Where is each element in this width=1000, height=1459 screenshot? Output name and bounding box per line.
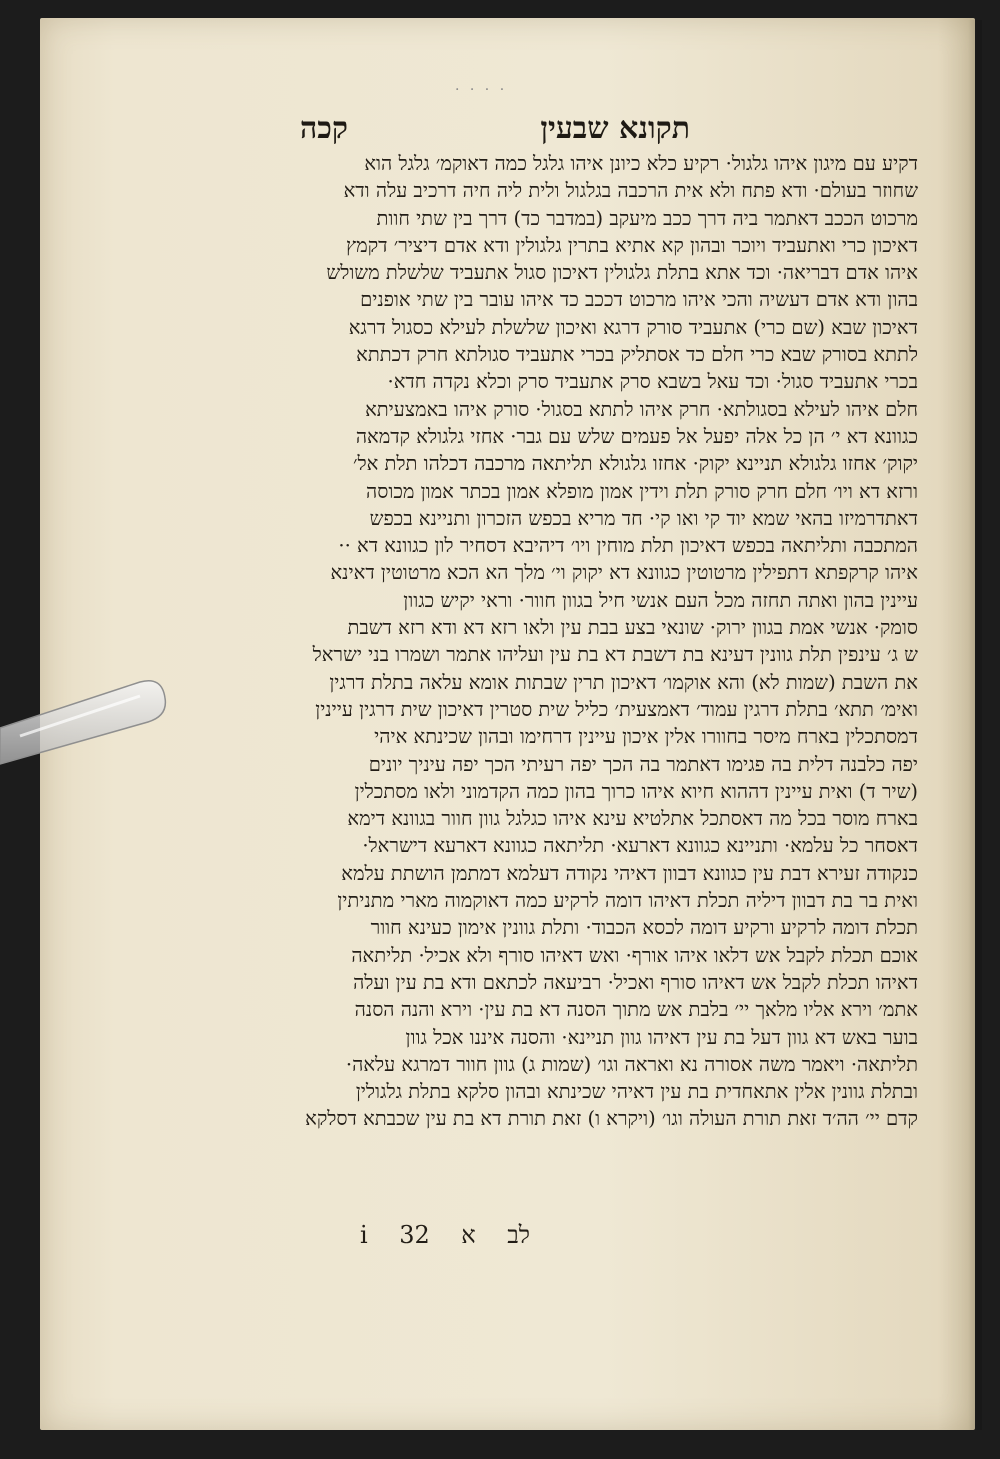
text-line: יקוק׳ אחזו גלגולא תניינא יקוק· אחזו גלגולא תליתאה מרכבה דכלהו תלת אל׳ — [353, 452, 918, 476]
text-line: דאיהו תכלת לקבל אש דאיהו סורף ואכיל· רביעאה לכתאם ודא בת עין ועלה — [353, 970, 918, 994]
signature-mark: לב — [507, 1220, 530, 1249]
text-line: אוכם תכלת לקבל אש דלאו איהו אורף· ואש דאיהו סורף ולא אכיל· תליתאה — [351, 943, 918, 967]
text-line: בארח מוסר בכל מה דאסתכל אתלטיא עינא איהו כגלגל גוון חוור בגוונא דימא — [347, 807, 918, 831]
text-line: ורזא דא ויו׳ חלם חרק סורק תלת וידין אמון מופלא אמון בכתר אמון מכוסה — [366, 479, 918, 503]
text-line: בוער באש דא גוון דעל בת עין דאיהו גוון תניינא· והסנה איננו אכל גוון — [405, 1025, 918, 1049]
text-line: קדם יי׳ הה׳ד זאת תורת העולה וגו׳ (ויקרא ו) זאת תורת דא בת עין שכבתא דסלקא — [305, 1107, 918, 1131]
text-line: תכלת דומה לרקיע ורקיע דומה לכסא הכבוד· ותלת גוונין אימון כעינא חוור — [370, 916, 918, 940]
text-line: דאתדרמיזו בהאי שמא יוד קי ואו קי· חד מריא בכפש הזכרון ותניינא בכפש — [369, 506, 918, 530]
text-line: תליתאה· ויאמר משה אסורה נא ואראה וגו׳ (שמות ג) גוון חוור דמרגא עלאה· — [345, 1052, 918, 1076]
signature-mark: א — [461, 1220, 476, 1249]
text-line: איהו קרקפתא דתפילין מרטוטין כגוונא דא יקוק וי׳ מלך הא הכא מרטוטין דאינא — [330, 561, 918, 585]
text-line: ואית בר בת דבוון דיליה תכלת דאיהו דומה לרקיע כמה דאוקמוה מארי מתניתין — [337, 889, 918, 913]
text-line: דקיע עם מיגון איהו גלגול· רקיע כלא כיונן איהו גלגל כמה דאוקמ׳ גלגל הוא — [364, 152, 918, 175]
signature-mark: 32 — [399, 1221, 430, 1249]
signature-mark: i — [360, 1221, 368, 1249]
text-line: דאסחר כל עלמא· ותניינא כגוונא דארעא· תליתאה כגוונא דארעא דישראל· — [362, 834, 918, 858]
text-line: עיינין בהון ואתה תחזה מכל העם אנשי חיל בגוון חוור· וראי יקיש כגוון — [403, 588, 918, 612]
text-line: יפה כלבנה דלית בה פגימו דאתמר בה הכך יפה רעיתי הכך יפה עיניך יונים — [368, 752, 918, 776]
main-text-block — [268, 150, 918, 1230]
text-line: ש ג׳ עינפין תלת גוונין דעינא בת דשבת דא בת עין ועליהו אתמר ושמרו בני ישראל — [312, 643, 918, 667]
folio-number: קכה — [300, 110, 348, 146]
text-line: מרכוט הככב דאתמר ביה דרך ככב מיעקב (במדבר כד) דרך בין שתי חוות — [376, 206, 918, 230]
signature-marks — [360, 1218, 530, 1252]
top-marks: · · · · — [455, 82, 508, 98]
text-line: דאיכון כרי ואתעביד ויוכר ובהון קא אתיא בתרין גלגולין ודא אדם דיציר׳ דקמץ — [345, 233, 918, 257]
text-line: לתתא בסורק שבא כרי חלם כד אסתליק בכרי אתעביד סגולתא חרק דכתתא — [356, 343, 918, 367]
text-line: ובתלת גוונין אלין אתאחדית בת עין דאיהי שכינתא ובהון סלקא בתלת גלגולין — [355, 1080, 918, 1104]
text-line: דמסתכלין בארח מיסר בחוורו אלין איכון עיינין דרחימו ובהון שכינתא איהי — [374, 725, 918, 749]
text-line: את השבת (שמות לא) והא אוקמו׳ דאיכון תרין שבתות אומא עלאה בתלת דרגין — [329, 670, 918, 694]
text-line: שחוזר בעולם· ודא פתח ולא אית הרכבה בגלגול ולית ליה חיה דרכיב עלה ודא — [343, 179, 918, 203]
running-header — [300, 108, 690, 148]
text-line: המתכבה ותליתאה בכפש דאיכון תלת מוחין ויו׳ דיהיבא דסחיר לון כגוונא דא ·· — [338, 534, 918, 558]
page-edge-shadow — [968, 20, 982, 1430]
text-line: דאיכון שבא (שם כרי) אתעביד סורק דרגא ואיכון שלשלת לעילא כסגול דרגא — [348, 315, 918, 339]
text-line: סומק· אנשי אמת בגוון ירוק· שונאי בצע בבת עין ולאו רזא דא ודא רזא דשבת — [347, 616, 918, 640]
text-line: בהון ודא אדם דעשיה והכי איהו מרכוט דככב כד איהו עובר בין שתי אופנים — [360, 288, 918, 312]
running-title: תקונא שבעין — [540, 110, 690, 146]
text-line: בכרי אתעביד סגול· וכד עאל בשבא סרק אתעביד סרק וכלא נקדה חדא· — [387, 370, 918, 394]
text-line: ואימ׳ תתא׳ בתלת דרגין עמוד׳ דאמצעית׳ כליל שית סטרין דאיכון שית דרגין עיינין — [315, 697, 918, 721]
text-line: כגוונא דא י׳ הן כל אלה יפעל אל פעמים שלש עם גבר· אחזי גלגולא קדמאה — [355, 424, 918, 448]
text-line: כנקודה זעירא דבת עין כגוונא דבוון דאיהי נקודה דעלמא דמתמן הושתת עלמא — [341, 861, 918, 885]
text-line: חלם איהו לעילא בסגולתא· חרק איהו לתתא בסגול· סורק איהו באמצעיתא — [365, 397, 918, 421]
text-line: (שיר ד) ואית עיינין דההוא חיוא איהו כרוך בהון כמה הקדמוני ולאו מסתכלין — [354, 779, 918, 803]
text-line: אתמ׳ וירא אליו מלאך יי׳ בלבת אש מתוך הסנה דא בת עין· וירא והנה הסנה — [354, 998, 918, 1022]
text-line: איהו אדם דבריאה· וכד אתא בתלת גלגולין דאיכון סגול אתעביד שלשלת משולש — [326, 261, 918, 285]
page-clip — [0, 676, 168, 766]
